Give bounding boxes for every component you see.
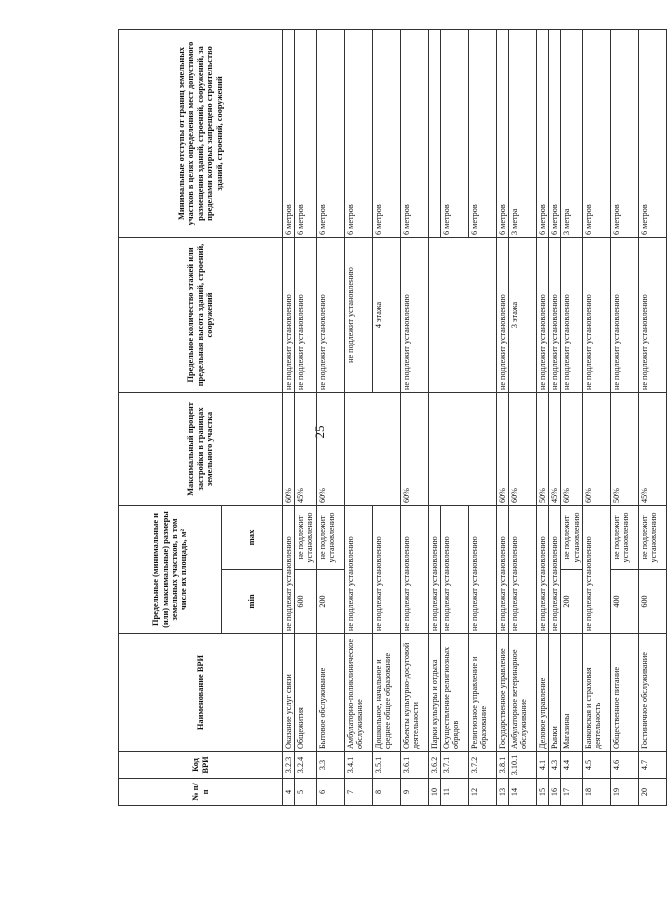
cell-num: 11 <box>440 779 468 806</box>
cell-floors: не подлежит установлению <box>316 238 344 393</box>
cell-code: 4.4 <box>561 752 582 779</box>
cell-size-merged: не подлежат установлению <box>536 506 548 634</box>
land-use-regulations-table <box>118 29 667 806</box>
cell-percent: 45% <box>549 393 561 506</box>
header-num: № п/п <box>119 779 283 806</box>
cell-code: 4.5 <box>582 752 610 779</box>
cell-num: 9 <box>400 779 428 806</box>
cell-setback: 6 метров <box>344 30 372 238</box>
cell-code: 4.3 <box>549 752 561 779</box>
header-setback: Минимальные отступы от границ земельных участков в целях определения мест допустимого размещения зданий, строений, сооружений, за пределами которых запрещено строительство зданий, строений, сооружений <box>119 30 283 238</box>
cell-setback: 6 метров <box>372 30 400 238</box>
cell-size-merged: не подлежат установлению <box>428 506 440 634</box>
cell-name: Государственное управление <box>496 634 508 752</box>
cell-percent: 60% <box>508 393 536 506</box>
header-size-group: Предельные (минимальные и (или) максимальные) размеры земельных участков, в том числе их площадь, м² <box>119 506 222 634</box>
cell-name: Деловое управление <box>536 634 548 752</box>
cell-code: 3.6.2 <box>428 752 440 779</box>
cell-name: Религиозное управление и образование <box>468 634 496 752</box>
cell-setback: 6 метров <box>295 30 316 238</box>
cell-name: Осуществление религиозных обрядов <box>440 634 468 752</box>
cell-percent-empty <box>428 393 496 506</box>
cell-num: 4 <box>283 779 295 806</box>
header-code: Код ВРИ <box>119 752 283 779</box>
cell-num: 7 <box>344 779 372 806</box>
cell-num: 15 <box>536 779 548 806</box>
cell-num: 13 <box>496 779 508 806</box>
cell-name: Гостиничное обслуживание <box>638 634 666 752</box>
cell-size-merged: не подлежат установлению <box>468 506 496 634</box>
cell-name: Бытовое обслуживание <box>316 634 344 752</box>
cell-percent: 60% <box>400 393 428 506</box>
header-min: min <box>222 570 283 634</box>
cell-code: 3.4.1 <box>344 752 372 779</box>
cell-min: 200 <box>561 570 582 634</box>
cell-setback: 3 метра <box>508 30 536 238</box>
cell-code: 3.8.1 <box>496 752 508 779</box>
cell-setback: 6 метров <box>468 30 496 238</box>
cell-setback: 6 метров <box>316 30 344 238</box>
cell-min: 600 <box>295 570 316 634</box>
cell-name: Дошкольное, начальное и среднее общее образование <box>372 634 400 752</box>
cell-max: не подлежит установлению <box>295 506 316 570</box>
page-number: 25 <box>312 425 327 439</box>
cell-percent: 45% <box>638 393 666 506</box>
cell-num: 19 <box>610 779 638 806</box>
cell-floors: не подлежит установлению <box>582 238 610 393</box>
cell-size-merged: не подлежат установлению <box>283 506 295 634</box>
table-row <box>638 30 666 806</box>
cell-code: 3.7.2 <box>468 752 496 779</box>
cell-name: Общественное питание <box>610 634 638 752</box>
header-name: Наименование ВРИ <box>119 634 283 752</box>
cell-floors: 3 этажа <box>508 238 536 393</box>
cell-size-merged: не подлежат установлению <box>400 506 428 634</box>
table-row <box>536 30 548 806</box>
cell-percent: 60% <box>316 393 344 506</box>
table-row <box>428 30 440 806</box>
cell-floors: не подлежит установлению <box>283 238 295 393</box>
cell-floors: не подлежит установлению <box>496 238 508 393</box>
cell-num: 14 <box>508 779 536 806</box>
table-row <box>400 30 428 806</box>
cell-percent: 45% <box>295 393 316 506</box>
cell-size-merged: не подлежат установлению <box>508 506 536 634</box>
cell-size-merged: не подлежат установлению <box>582 506 610 634</box>
cell-num: 12 <box>468 779 496 806</box>
cell-code: 4.6 <box>610 752 638 779</box>
cell-name: Банковская и страховая деятельность <box>582 634 610 752</box>
table-row <box>610 30 638 806</box>
cell-name: Общежития <box>295 634 316 752</box>
cell-code: 3.5.1 <box>372 752 400 779</box>
cell-percent: 50% <box>536 393 548 506</box>
cell-percent: 60% <box>496 393 508 506</box>
cell-code: 3.2.3 <box>283 752 295 779</box>
cell-percent: 50% <box>610 393 638 506</box>
cell-num: 17 <box>561 779 582 806</box>
cell-floors: не подлежит установлению <box>344 238 372 393</box>
header-floors: Предельное количество этажей или предельная высота зданий, строений, сооружений <box>119 238 283 393</box>
cell-size-merged: не подлежат установлению <box>372 506 400 634</box>
table-row <box>344 30 372 806</box>
cell-name: Магазины <box>561 634 582 752</box>
cell-size-merged: не подлежат установлению <box>549 506 561 634</box>
table-row <box>561 30 582 806</box>
cell-setback: 6 метров <box>440 30 468 238</box>
cell-setback: 6 метров <box>496 30 508 238</box>
cell-floors: не подлежит установлению <box>295 238 316 393</box>
cell-floors-empty <box>428 238 496 393</box>
cell-name: Рынки <box>549 634 561 752</box>
table-row <box>283 30 295 806</box>
cell-floors: не подлежит установлению <box>610 238 638 393</box>
cell-code: 3.6.1 <box>400 752 428 779</box>
cell-name: Амбулаторное ветеринарное обслуживание <box>508 634 536 752</box>
cell-percent: 60% <box>582 393 610 506</box>
cell-setback: 6 метров <box>582 30 610 238</box>
cell-max: не подлежит установлению <box>561 506 582 570</box>
cell-name: Парки культуры и отдыха <box>428 634 440 752</box>
cell-max: не подлежит установлению <box>316 506 344 570</box>
cell-setback: 6 метров <box>400 30 428 238</box>
cell-name: Оказание услуг связи <box>283 634 295 752</box>
cell-num: 20 <box>638 779 666 806</box>
cell-setback: 6 метров <box>283 30 295 238</box>
cell-setback <box>428 30 440 238</box>
table-row <box>316 30 344 806</box>
table-row <box>549 30 561 806</box>
cell-percent: 60% <box>283 393 295 506</box>
cell-floors: не подлежит установлению <box>400 238 428 393</box>
cell-size-merged: не подлежат установлению <box>440 506 468 634</box>
cell-floors: не подлежит установлению <box>536 238 548 393</box>
cell-num: 10 <box>428 779 440 806</box>
cell-percent <box>344 393 400 506</box>
table-row <box>295 30 316 806</box>
cell-size-merged: не подлежат установлению <box>344 506 372 634</box>
cell-name: Объекты культурно-досуговой деятельности <box>400 634 428 752</box>
table-row <box>496 30 508 806</box>
cell-code: 4.1 <box>536 752 548 779</box>
header-max: max <box>222 506 283 570</box>
table-row <box>582 30 610 806</box>
cell-setback: 6 метров <box>536 30 548 238</box>
cell-num: 5 <box>295 779 316 806</box>
table-row <box>508 30 536 806</box>
cell-setback: 3 метра <box>561 30 582 238</box>
cell-floors: не подлежит установлению <box>549 238 561 393</box>
cell-min: 400 <box>610 570 638 634</box>
cell-setback: 6 метров <box>638 30 666 238</box>
cell-setback: 6 метров <box>610 30 638 238</box>
cell-min: 600 <box>638 570 666 634</box>
header-percent: Максимальный процент застройки в границах земельного участка <box>119 393 283 506</box>
cell-floors: не подлежит установлению <box>561 238 582 393</box>
cell-percent: 60% <box>561 393 582 506</box>
cell-num: 8 <box>372 779 400 806</box>
cell-code: 3.2.4 <box>295 752 316 779</box>
cell-num: 18 <box>582 779 610 806</box>
cell-num: 6 <box>316 779 344 806</box>
cell-size-merged: не подлежат установлению <box>496 506 508 634</box>
cell-code: 3.7.1 <box>440 752 468 779</box>
cell-code: 3.10.1 <box>508 752 536 779</box>
cell-code: 3.3 <box>316 752 344 779</box>
cell-floors: не подлежит установлению <box>638 238 666 393</box>
cell-max: не подлежит установлению <box>610 506 638 570</box>
cell-floors: 4 этажа <box>372 238 400 393</box>
cell-min: 200 <box>316 570 344 634</box>
rotated-table-container <box>118 30 658 806</box>
cell-num: 16 <box>549 779 561 806</box>
cell-setback: 6 метров <box>549 30 561 238</box>
header-row <box>119 30 222 806</box>
cell-max: не подлежит установлению <box>638 506 666 570</box>
cell-name: Амбулаторно-поликлиническое обслуживание <box>344 634 372 752</box>
cell-code: 4.7 <box>638 752 666 779</box>
